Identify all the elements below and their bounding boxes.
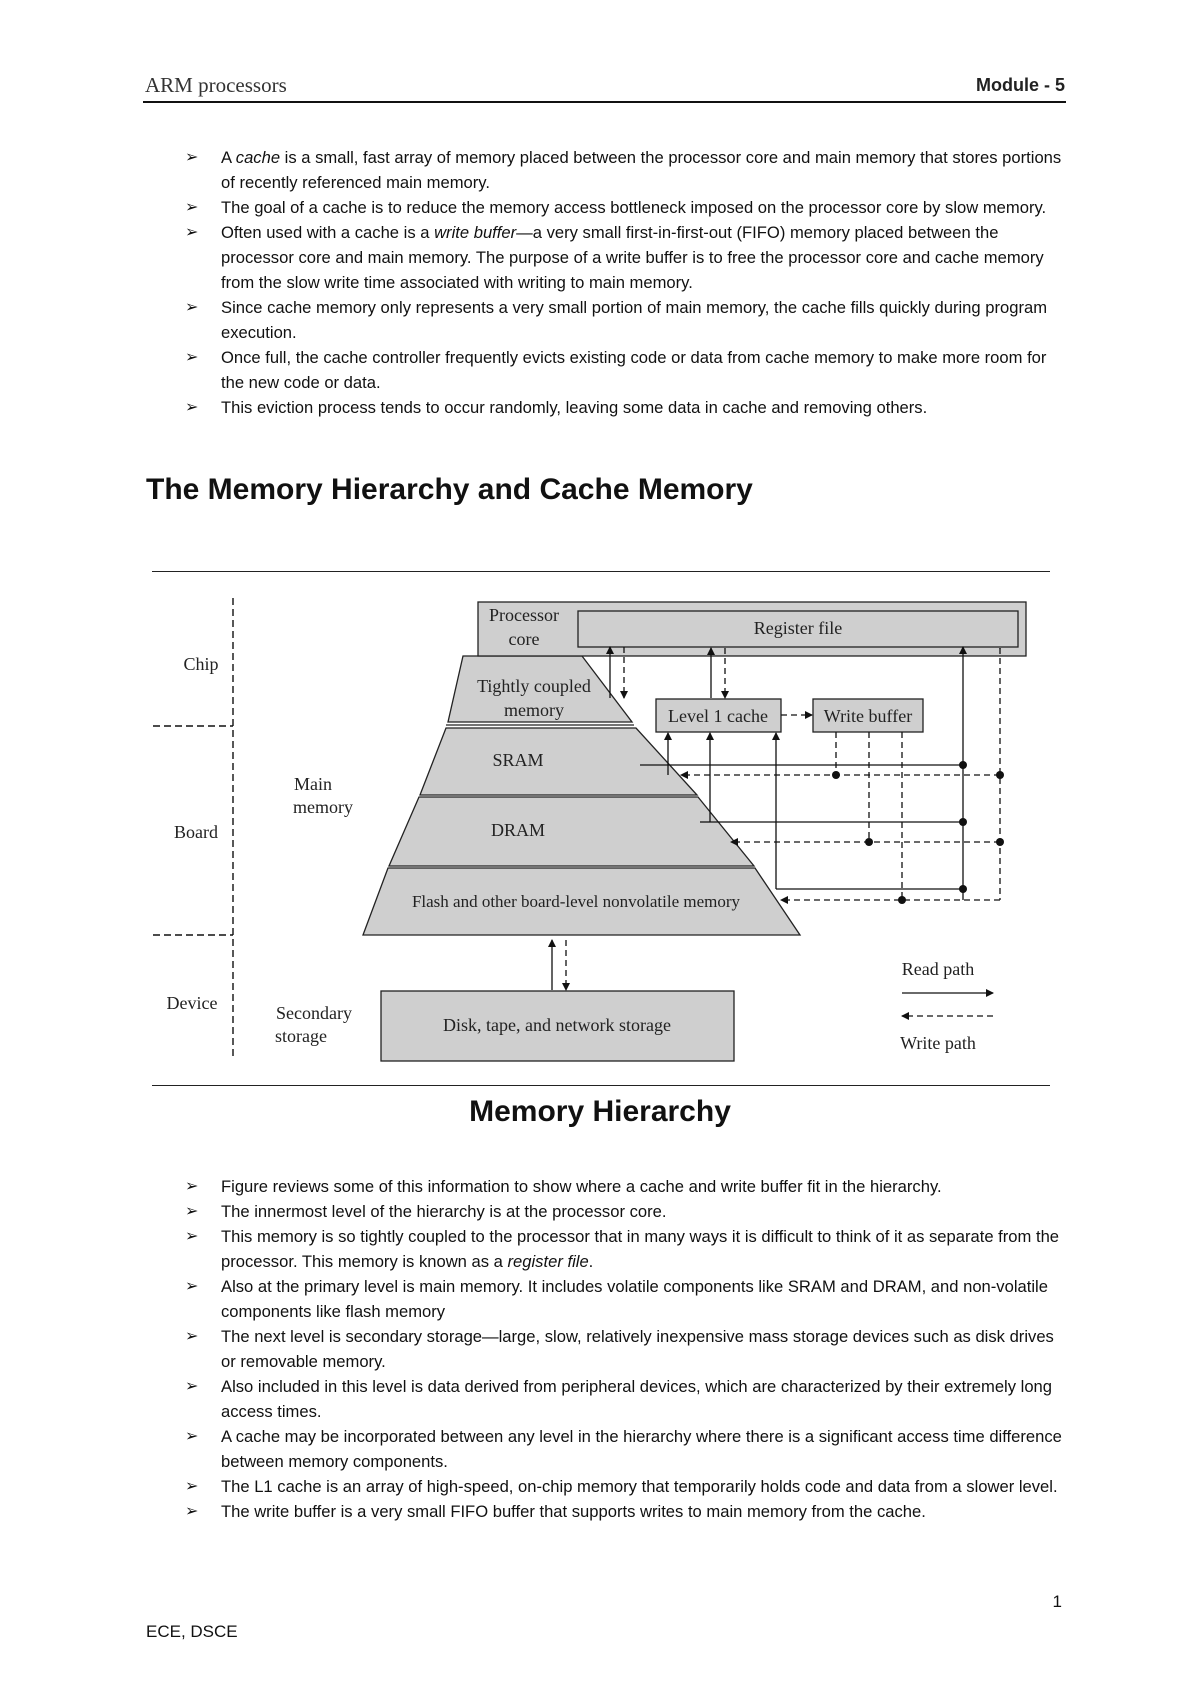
bullet-arrow-icon: ➢ — [185, 349, 199, 366]
emphasis-term: cache — [235, 148, 281, 167]
label-l1-cache: Level 1 cache — [668, 706, 768, 726]
bullet-list-bottom — [185, 1174, 1065, 1524]
bullet-arrow-icon: ➢ — [185, 1278, 199, 1295]
list-item — [185, 1499, 1065, 1524]
list-item — [185, 1224, 1065, 1274]
bullet-text: A — [221, 148, 236, 167]
label-sram: SRAM — [492, 750, 544, 770]
figure-bottom-rule — [152, 1085, 1050, 1086]
bullet-text: The innermost level of the hierarchy is at the processor core. — [221, 1202, 667, 1221]
bullet-text: This memory is so tightly coupled to the processor that in many ways it is difficult to think of it as separate from the processor. This memory is known as a — [221, 1227, 1060, 1271]
list-item — [185, 1474, 1065, 1499]
bullet-arrow-icon: ➢ — [185, 1178, 199, 1195]
bullet-arrow-icon: ➢ — [185, 224, 199, 241]
list-item — [185, 1274, 1065, 1324]
bullet-arrow-icon: ➢ — [185, 1203, 199, 1220]
label-board: Board — [174, 822, 218, 842]
label-processor-1: Processor — [489, 605, 559, 625]
label-read-path: Read path — [901, 959, 975, 979]
label-tcm-2: memory — [504, 700, 564, 720]
list-item — [185, 1324, 1065, 1374]
bullet-text: . — [588, 1252, 594, 1271]
section-heading: The Memory Hierarchy and Cache Memory — [146, 473, 753, 506]
label-processor-2: core — [508, 629, 540, 649]
bullet-arrow-icon: ➢ — [185, 1228, 199, 1245]
list-item — [185, 1424, 1065, 1474]
header-right: Module - 5 — [976, 75, 1065, 95]
label-secondary-2: storage — [275, 1026, 327, 1046]
label-dram: DRAM — [490, 820, 546, 840]
bullet-arrow-icon: ➢ — [185, 1328, 199, 1345]
label-main-memory-1: Main — [294, 774, 332, 794]
figure-caption: Memory Hierarchy — [469, 1095, 731, 1128]
label-main-memory-2: memory — [293, 797, 353, 817]
label-disk: Disk, tape, and network storage — [443, 1015, 671, 1035]
page-number: 1 — [1052, 1592, 1062, 1611]
sram-layer — [420, 728, 697, 795]
bullet-text: This eviction process tends to occur randomly, leaving some data in cache and removing others. — [221, 398, 928, 417]
bullet-arrow-icon: ➢ — [185, 299, 199, 316]
bullet-text: Figure reviews some of this information to show where a cache and write buffer fit in the hierarchy. — [221, 1177, 942, 1196]
list-item — [185, 1174, 1065, 1199]
label-write-buffer: Write buffer — [823, 706, 913, 726]
bullet-arrow-icon: ➢ — [185, 199, 199, 216]
bullet-arrow-icon: ➢ — [185, 1428, 199, 1445]
bullet-text: Once full, the cache controller frequently evicts existing code or data from cache memory to make more room for the new code or data. — [221, 348, 1047, 392]
list-item — [185, 1199, 1065, 1224]
bullet-text: The goal of a cache is to reduce the memory access bottleneck imposed on the processor core by slow memory. — [221, 198, 1047, 217]
bullet-arrow-icon: ➢ — [185, 1503, 199, 1520]
bullet-text: Since cache memory only represents a very small portion of main memory, the cache fills quickly during program execution. — [221, 298, 1048, 342]
bullet-text: Also included in this level is data derived from peripheral devices, which are characterized by their extremely long access times. — [221, 1377, 1053, 1421]
bullet-text: The write buffer is a very small FIFO buffer that supports writes to main memory from the cache. — [221, 1502, 926, 1521]
bullet-text: is a small, fast array of memory placed between the processor core and main memory that stores portions of recently referenced main memory. — [221, 148, 1062, 192]
bullet-text: The L1 cache is an array of high-speed, on-chip memory that temporarily holds code and data from a slower level. — [221, 1477, 1058, 1496]
bullet-arrow-icon: ➢ — [185, 1378, 199, 1395]
bullet-text: Also at the primary level is main memory. It includes volatile components like SRAM and DRAM, and non-volatile components like flash memory — [221, 1277, 1048, 1321]
list-item — [185, 1374, 1065, 1424]
bullet-arrow-icon: ➢ — [185, 399, 199, 416]
bullet-text: —a very small first-in-first-out (FIFO) memory placed between the processor core and main memory. The purpose of a write buffer is to free the processor core and cache memory from the slow write time associated with writing to main memory. — [221, 223, 1044, 292]
label-write-path: Write path — [900, 1033, 976, 1053]
emphasis-term: write buffer — [434, 223, 517, 242]
label-chip: Chip — [183, 654, 219, 674]
bullet-arrow-icon: ➢ — [185, 149, 199, 166]
bullet-arrow-icon: ➢ — [185, 1478, 199, 1495]
bullet-text: The next level is secondary storage—large, slow, relatively inexpensive mass storage devices such as disk drives or removable memory. — [221, 1327, 1054, 1371]
label-secondary-1: Secondary — [276, 1003, 352, 1023]
label-register-file: Register file — [753, 618, 843, 638]
label-flash: Flash and other board-level nonvolatile memory — [411, 892, 741, 911]
header-left: ARM processors — [145, 73, 287, 97]
footer-left: ECE, DSCE — [146, 1622, 238, 1641]
emphasis-term: register file — [507, 1252, 589, 1271]
bullet-text: A cache may be incorporated between any level in the hierarchy where there is a significant access time difference between memory components. — [221, 1427, 1062, 1471]
bullet-text: Often used with a cache is a — [221, 223, 435, 242]
dram-layer — [389, 797, 754, 866]
label-device: Device — [166, 993, 218, 1013]
label-tcm-1: Tightly coupled — [477, 676, 591, 696]
